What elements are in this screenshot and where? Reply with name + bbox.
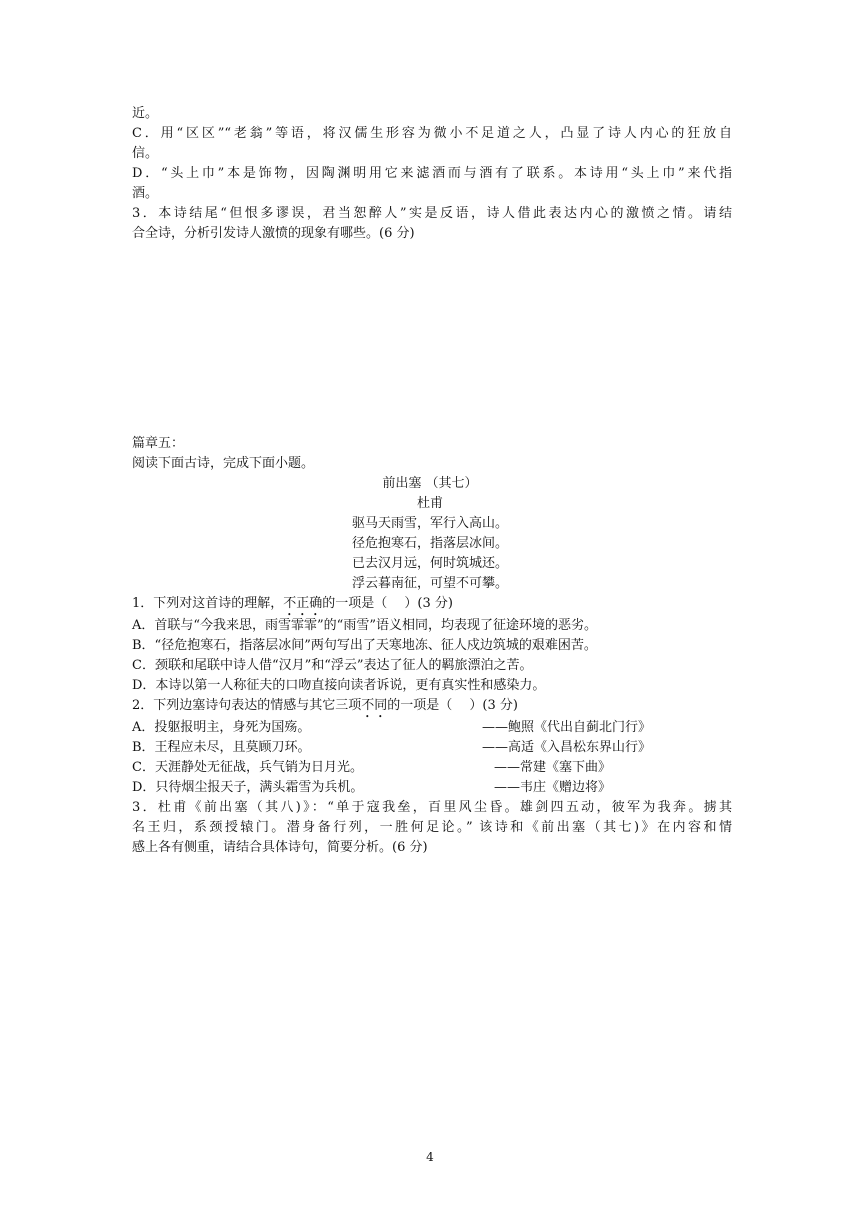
question-1-option-d: D．本诗以第一人称征夫的口吻直接向读者诉说，更有真实性和感染力。 <box>132 678 546 693</box>
question-2-option-a-source: ——鲍照《代出自蓟北门行》 <box>482 720 652 735</box>
question-1-stem-post: 的一项是（ ）(3 分) <box>322 596 453 611</box>
page-number: 4 <box>426 1150 434 1164</box>
question-2-stem-post: 的一项是（ ）(3 分) <box>387 698 518 713</box>
question-1-option-a: A．首联与“今我来思，雨雪霏霏”的“雨雪”语义相同，均表现了征途环境的恶劣。 <box>132 618 597 633</box>
section-heading: 篇章五： <box>132 436 185 451</box>
option-c-line2: 信。 <box>132 146 159 161</box>
option-c-line1: C．用“区区”“老翁”等语，将汉儒生形容为微小不足道之人，凸显了诗人内心的狂放自 <box>132 126 732 141</box>
question-1-option-b: B．“径危抱寒石，指落层冰间”两句写出了天寒地冻、征人戍边筑城的艰难困苦。 <box>132 638 597 653</box>
question-2-emphasis: 不同 <box>361 698 388 713</box>
question-2-option-c-source: ——常建《塞下曲》 <box>494 760 612 775</box>
question-3b-line1: 3．杜甫《前出塞（其八)》：“单于寇我垒，百里风尘昏。雄剑四五动，彼军为我奔。掳其 <box>132 800 732 815</box>
option-d-line2: 酒。 <box>132 186 159 201</box>
poem-line: 径危抱寒石，指落层冰间。 <box>351 536 508 551</box>
section-instruction: 阅读下面古诗，完成下面小题。 <box>132 456 315 471</box>
poem-line: 驱马天雨雪，军行入高山。 <box>351 516 508 531</box>
question-1-stem-pre: 1．下列对这首诗的理解， <box>132 596 284 611</box>
question-1-option-c: C．颈联和尾联中诗人借“汉月”和“浮云”表达了征人的羁旅漂泊之苦。 <box>132 658 533 673</box>
question-2-option-d: D．只待烟尘报天子，满头霜雪为兵机。 <box>132 780 364 795</box>
question-2-option-b-source: ——高适《入昌松东界山行》 <box>482 740 652 755</box>
question-2-stem-pre: 2．下列边塞诗句表达的情感与其它三项 <box>132 698 362 713</box>
question-3-line2: 合全诗，分析引发诗人激愤的现象有哪些。(6 分) <box>132 226 415 241</box>
question-2-option-a: A．投躯报明主，身死为国殇。 <box>132 720 311 735</box>
question-2-option-c: C．天涯静处无征战，兵气销为日月光。 <box>132 760 363 775</box>
question-3-line1: 3．本诗结尾“但恨多谬误，君当恕醉人”实是反语，诗人借此表达内心的激愤之情。请结 <box>132 206 732 221</box>
poem-line: 已去汉月远，何时筑城还。 <box>351 556 508 571</box>
question-3b-line3: 感上各有侧重，请结合具体诗句，简要分析。(6 分) <box>132 840 428 855</box>
question-2-option-b: B．王程应未尽，且莫顾刀环。 <box>132 740 311 755</box>
poem-title: 前出塞 （其七） <box>382 476 478 491</box>
poem-line: 浮云暮南征，可望不可攀。 <box>351 576 508 591</box>
question-3b-line2: 名王归，系颈授辕门。潜身备行列，一胜何足论。” 该诗和《前出塞（其七)》在内容和情 <box>132 820 732 835</box>
option-d-line1: D．“头上巾”本是饰物，因陶渊明用它来滤酒而与酒有了联系。本诗用“头上巾”来代指 <box>132 166 732 181</box>
continuation-text: 近。 <box>132 106 159 121</box>
question-1-emphasis: 不正确 <box>283 596 323 611</box>
question-2-option-d-source: ——韦庄《赠边将》 <box>494 780 612 795</box>
poem-author: 杜甫 <box>416 496 443 511</box>
